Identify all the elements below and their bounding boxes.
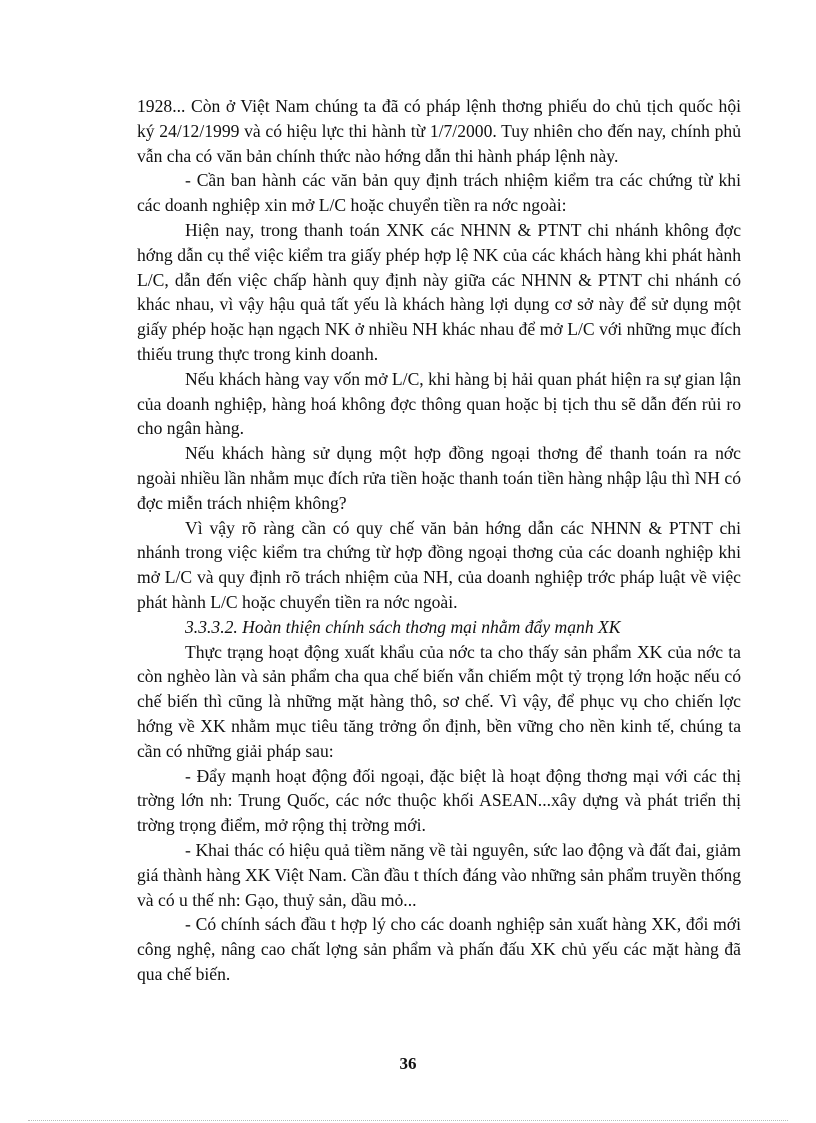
paragraph-export-situation: Thực trạng hoạt động xuất khẩu của nớc ta cho thấy sản phẩm XK của nớc ta còn nghèo làn và sản phẩm cha qua chế biến vẫn chiếm một tỷ trọng lớn hoặc nếu có chế biến thì cũng là những mặt hàng thô, sơ chế. Vì vậy, để phục vụ cho chiến lợc hớng về XK nhằm mục tiêu tăng trởng ổn định, bền vững cho nền kinh tế, chúng ta cần có những giải pháp sau: (137, 641, 741, 761)
paragraph-bullet-foreign-affairs: - Đẩy mạnh hoạt động đối ngoại, đặc biệt là hoạt động thơng mại với các thị trờng lớn nh: Trung Quốc, các nớc thuộc khối ASEAN...xây dựng và phát triển thị trờng trọng điểm, mở rộng thị trờng mới. (137, 765, 741, 836)
page-bottom-divider (28, 1120, 788, 1121)
paragraph-money-laundering: Nếu khách hàng sử dụng một hợp đồng ngoại thơng để thanh toán ra nớc ngoài nhiều lần nhằm mục đích rửa tiền hoặc thanh toán tiền hàng nhập lậu thì NH có đợc miễn trách nhiệm không? (137, 443, 741, 513)
paragraph-bullet-resources: - Khai thác có hiệu quả tiềm năng về tài nguyên, sức lao động và đất đai, giảm giá thành hàng XK Việt Nam. Cần đầu t thích đáng vào những sản phẩm truyền thống và có u thế nh: Gạo, thuỷ sản, dầu mỏ... (137, 839, 741, 910)
page-number: 36 (399, 1054, 417, 1073)
paragraph-loan-risk: Nếu khách hàng vay vốn mở L/C, khi hàng bị hải quan phát hiện ra sự gian lận của doanh nghiệp, hàng hoá không đợc thông quan hoặc bị tịch thu sẽ dẫn đến rủi ro cho ngân hàng. (137, 368, 741, 439)
paragraph-bullet-document-checks: - Cần ban hành các văn bản quy định trách nhiệm kiểm tra các chứng từ khi các doanh nghiệp xin mở L/C hoặc chuyển tiền ra nớc ngoài: (137, 170, 741, 216)
paragraph-continuation: 1928... Còn ở Việt Nam chúng ta đã có pháp lệnh thơng phiếu do chủ tịch quốc hội ký 24/12/1999 và có hiệu lực thi hành từ 1/7/2000. Tuy nhiên cho đến nay, chính phủ vẫn cha có văn bản chính thức nào hớng dẫn thi hành pháp lệnh này. (137, 96, 741, 166)
body-text (137, 94, 741, 987)
section-heading: 3.3.3.2. Hoàn thiện chính sách thơng mại nhằm đẩy mạnh XK (185, 616, 621, 637)
paragraph-regulation-needed: Vì vậy rõ ràng cần có quy chế văn bản hớng dẫn các NHNN & PTNT chi nhánh trong việc kiểm tra chứng từ hợp đồng ngoại thơng của các doanh nghiệp khi mở L/C và quy định rõ trách nhiệm của NH, của doanh nghiệp trớc pháp luật về việc phát hành L/C hoặc chuyển tiền ra nớc ngoài. (137, 517, 741, 612)
paragraph-bullet-investment: - Có chính sách đầu t hợp lý cho các doanh nghiệp sản xuất hàng XK, đổi mới công nghệ, nâng cao chất lợng sản phẩm và phấn đấu XK chủ yếu các mặt hàng đã qua chế biến. (137, 914, 741, 984)
paragraph-current-situation: Hiện nay, trong thanh toán XNK các NHNN & PTNT chi nhánh không đợc hớng dẫn cụ thể việc kiểm tra giấy phép hợp lệ NK của các khách hàng khi phát hành L/C, dẫn đến việc chấp hành quy định này giữa các NHNN & PTNT chi nhánh có khác nhau, vì vậy hậu quả tất yếu là khách hàng lợi dụng cơ sở này để sử dụng một giấy phép hoặc hạn ngạch NK ở nhiều NH khác nhau để mở L/C với những mục đích thiếu trung thực trong kinh doanh. (137, 219, 741, 364)
